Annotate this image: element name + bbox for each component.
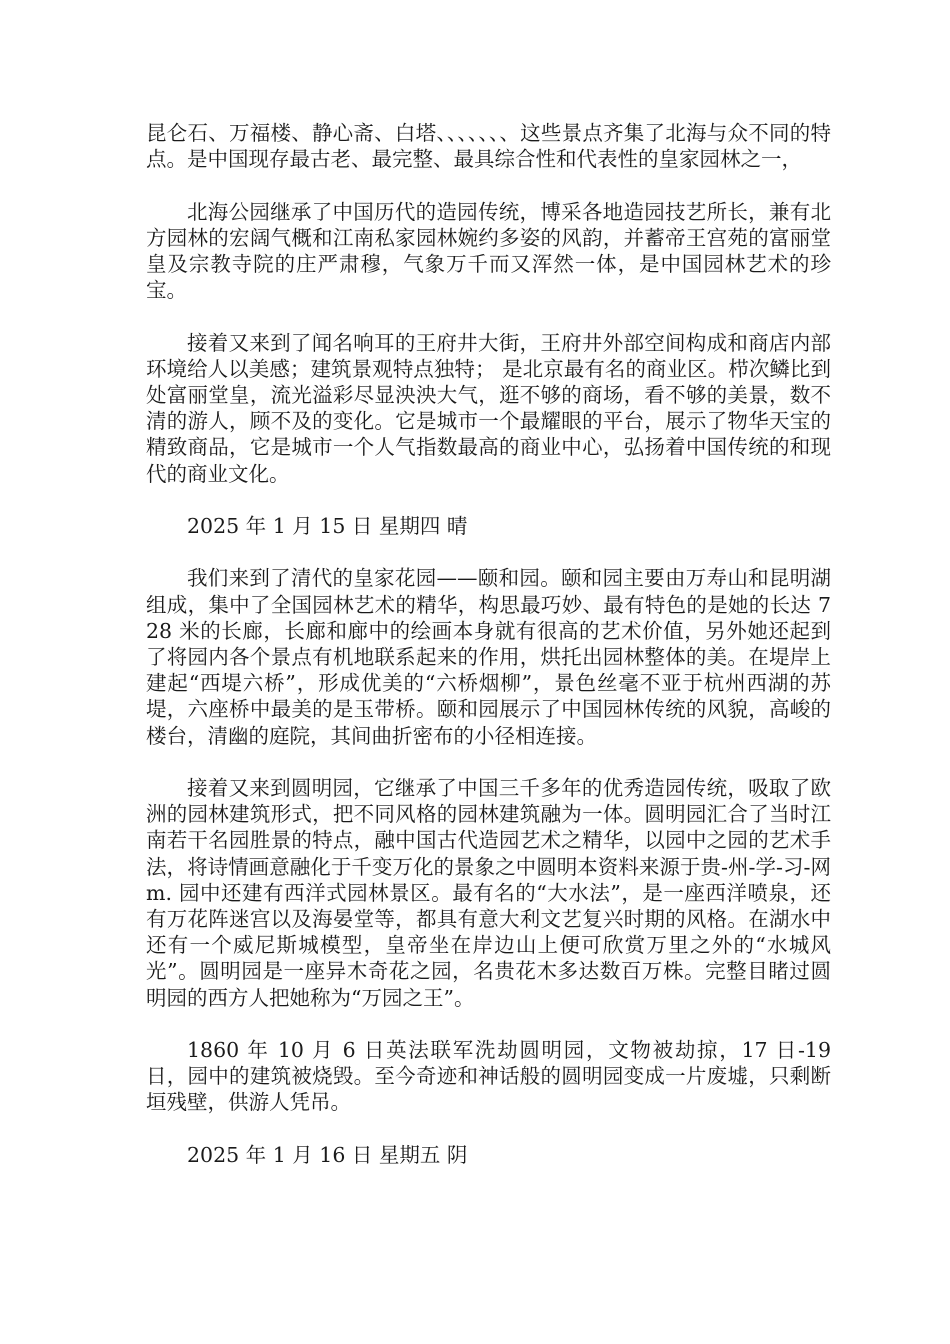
diary-date-jan-15: 2025 年 1 月 15 日 星期四 晴	[187, 514, 468, 538]
paragraph-beihai-sights: 昆仑石、万福楼、静心斋、白塔、、、、、、、这些景点齐集了北海与众不同的特点。是中国现存最古老、最完整、最具综合性和代表性的皇家园林之一，	[146, 121, 831, 172]
paragraph-summer-palace: 我们来到了清代的皇家花园——颐和园。颐和园主要由万寿山和昆明湖组成，集中了全国园林艺术的精华，构思最巧妙、最有特色的是她的长达 728 米的长廊，长廊和廊中的绘画本身就有很高的艺术价值，另外她还起到了将园内各个景点有机地联系起来的作用，烘托出园林整体的美。在堤岸上建起“西堤六桥”，形成优美的“六桥烟柳”，景色丝毫不亚于杭州西湖的苏堤，六座桥中最美的是玉带桥。颐和园展示了中国园林传统的风貌，高峻的楼台，清幽的庭院，其间曲折密布的小径相连接。	[146, 566, 831, 748]
document-page	[146, 120, 831, 1194]
paragraph-wangfujing: 接着又来到了闻名响耳的王府井大街，王府井外部空间构成和商店内部环境给人以美感；建筑景观特点独特； 是北京最有名的商业区。栉次鳞比到处富丽堂皇，流光溢彩尽显泱泱大气，逛不够的商场，看不够的美景，数不清的游人，顾不及的变化。它是城市一个最耀眼的平台，展示了物华天宝的精致商品，它是城市一个人气指数最高的商业中心，弘扬着中国传统的和现代的商业文化。	[146, 330, 831, 486]
diary-date-jan-16: 2025 年 1 月 16 日 星期五 阴	[187, 1142, 468, 1167]
paragraph-beihai-park: 北海公园继承了中国历代的造园传统，博采各地造园技艺所长，兼有北方园林的宏阔气概和江南私家园林婉约多姿的风韵，并蓄帝王宫苑的富丽堂皇及宗教寺院的庄严肃穆，气象万千而又浑然一体，是中国园林艺术的珍宝。	[146, 199, 831, 303]
paragraph-yuanmingyuan: 接着又来到圆明园，它继承了中国三千多年的优秀造园传统，吸取了欧洲的园林建筑形式，把不同风格的园林建筑融为一体。圆明园汇合了当时江南若干名园胜景的特点，融中国古代造园艺术之精华，以园中之园的艺术手法，将诗情画意融化于千变万化的景象之中圆明本资料来源于贵-州-学-习-网 m. 园中还建有西洋式园林景区。最有名的“大水法”，是一座西洋喷泉，还有万花阵迷宫以及海晏堂等，都具有意大利文艺复兴时期的风格。在湖水中还有一个威尼斯城模型，皇帝坐在岸边山上便可欣赏万里之外的“水城风光”。圆明园是一座异木奇花之园，名贵花木多达数百万株。完整目睹过圆明园的西方人把她称为“万园之王”。	[146, 776, 831, 1010]
paragraph-1860-history: 1860 年 10 月 6 日英法联军洗劫圆明园，文物被劫掠，17 日-19 日，园中的建筑被烧毁。至今奇迹和神话般的圆明园变成一片废墟，只剩断垣残壁，供游人凭吊。	[146, 1038, 831, 1115]
